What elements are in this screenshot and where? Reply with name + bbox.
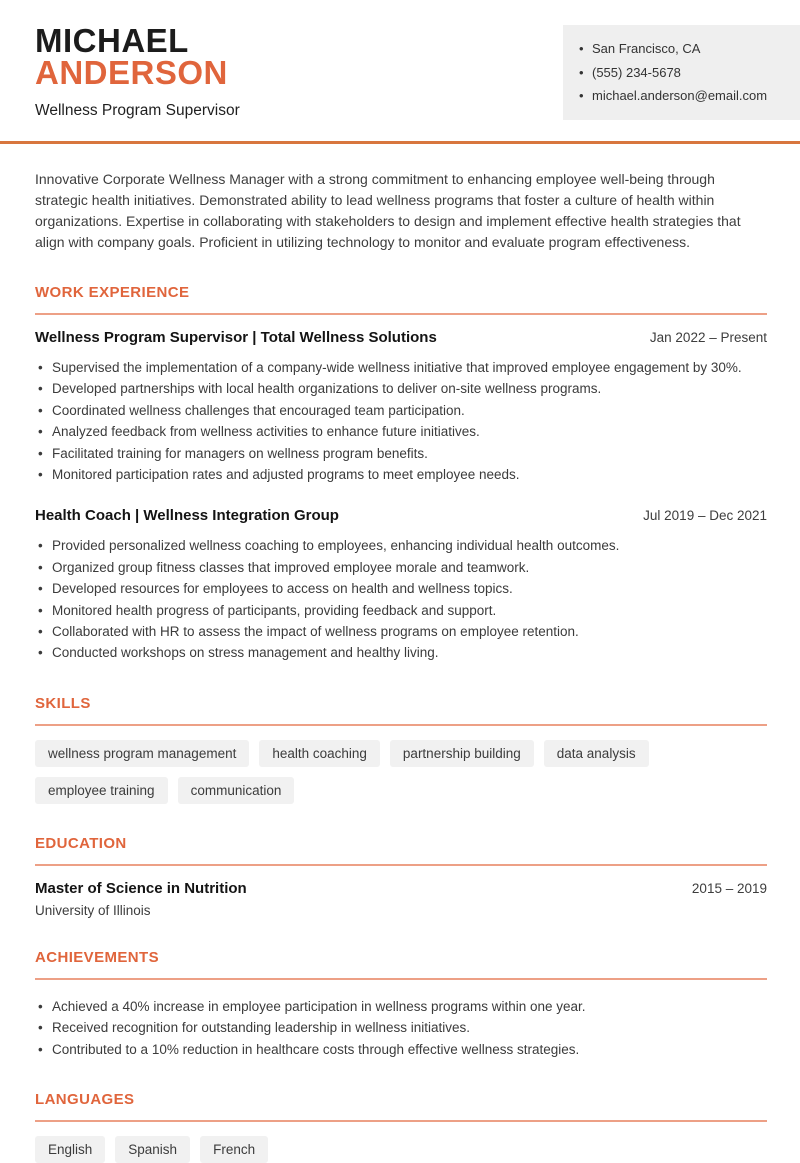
achievements-list xyxy=(35,996,767,1060)
skill-tag: partnership building xyxy=(390,740,534,767)
contact-location xyxy=(579,37,790,61)
resume-body xyxy=(0,169,800,1163)
contact-box xyxy=(563,25,800,120)
skills-tag-list xyxy=(35,740,767,804)
job-entry xyxy=(35,507,767,663)
job-bullet: • Provided personalized wellness coaching to employees, enhancing individual health outcomes. xyxy=(35,535,767,556)
contact-list xyxy=(579,37,790,108)
section-education xyxy=(35,835,767,918)
job-dates: Jan 2022 – Present xyxy=(649,330,767,345)
header-job-title: Wellness Program Supervisor xyxy=(35,102,240,119)
job-dates: Jul 2019 – Dec 2021 xyxy=(643,508,767,524)
summary-paragraph: Innovative Corporate Wellness Manager with a strong commitment to enhancing employee well-being through strategic health initiatives. Demonstrated ability to lead wellness programs that foster a culture of health within organizations. Expertise in collaborating with stakeholders to design and implement effective health strategies that align with company goals. Proficient in utilizing technology to monitor and evaluate program effectiveness. xyxy=(35,171,741,250)
job-bullet: • Analyzed feedback from wellness activities to enhance future initiatives. xyxy=(35,421,767,442)
section-work-experience xyxy=(35,284,767,664)
bullet-icon: • xyxy=(579,41,584,56)
first-name: MICHAEL xyxy=(35,22,189,59)
language-tag: English xyxy=(35,1136,105,1163)
skill-tag: data analysis xyxy=(544,740,649,767)
job-bullet: • Facilitated training for managers on wellness program benefits. xyxy=(35,443,767,464)
skill-tag: employee training xyxy=(35,777,168,804)
education-degree: Master of Science in Nutrition xyxy=(35,879,247,897)
education-dates: 2015 – 2019 xyxy=(691,880,767,896)
last-name: ANDERSON xyxy=(35,54,228,91)
bullet-icon: • xyxy=(579,64,584,80)
language-tag: Spanish xyxy=(115,1136,190,1163)
job-bullet: • Collaborated with HR to assess the impact of wellness programs on employee retention. xyxy=(35,621,767,642)
contact-email-text: michael.anderson@email.com xyxy=(592,88,768,103)
resume-header xyxy=(0,0,800,120)
job-header xyxy=(35,507,767,524)
contact-email xyxy=(579,84,790,108)
job-bullet: • Supervised the implementation of a company-wide wellness initiative that improved employee engagement by 30%. xyxy=(35,357,767,378)
name-block xyxy=(35,22,240,120)
job-bullet: • Conducted workshops on stress management and healthy living. xyxy=(35,642,767,663)
language-tag: French xyxy=(200,1136,268,1163)
skill-tag: communication xyxy=(178,777,295,804)
header-divider xyxy=(0,141,800,144)
job-title: Wellness Program Supervisor | Total Wellness Solutions xyxy=(35,329,437,346)
contact-location-text: San Francisco, CA xyxy=(592,41,701,56)
education-header xyxy=(35,880,767,897)
skill-tag: health coaching xyxy=(259,740,380,767)
contact-phone-text: (555) 234-5678 xyxy=(592,64,681,80)
job-bullet: • Developed resources for employees to access on health and wellness topics. xyxy=(35,578,767,599)
education-school: University of Illinois xyxy=(35,902,151,918)
job-bullet-list xyxy=(35,535,767,663)
job-bullet-list xyxy=(35,357,767,485)
section-heading-education: EDUCATION xyxy=(35,835,767,866)
bullet-icon: • xyxy=(579,88,584,103)
job-bullet: • Monitored health progress of participants, providing feedback and support. xyxy=(35,600,767,621)
achievement-bullet: • Received recognition for outstanding leadership in wellness initiatives. xyxy=(35,1017,767,1038)
section-heading-work-experience: WORK EXPERIENCE xyxy=(35,284,767,315)
section-achievements xyxy=(35,949,767,1060)
job-entry xyxy=(35,329,767,485)
section-heading-skills: SKILLS xyxy=(35,695,767,726)
job-bullet: • Developed partnerships with local health organizations to deliver on-site wellness programs. xyxy=(35,378,767,399)
section-heading-languages: LANGUAGES xyxy=(35,1091,767,1122)
contact-phone xyxy=(579,61,790,85)
job-bullet: • Organized group fitness classes that improved employee morale and teamwork. xyxy=(35,557,767,578)
section-languages xyxy=(35,1091,767,1163)
job-header xyxy=(35,329,767,346)
job-bullet: • Coordinated wellness challenges that encouraged team participation. xyxy=(35,400,767,421)
achievement-bullet: • Achieved a 40% increase in employee participation in wellness programs within one year. xyxy=(35,996,767,1017)
education-entry xyxy=(35,880,767,918)
section-heading-achievements: ACHIEVEMENTS xyxy=(35,949,767,980)
skill-tag: wellness program management xyxy=(35,740,249,767)
achievement-bullet: • Contributed to a 10% reduction in healthcare costs through effective wellness strategies. xyxy=(35,1039,767,1060)
section-skills xyxy=(35,695,767,804)
job-bullet: • Monitored participation rates and adjusted programs to meet employee needs. xyxy=(35,464,767,485)
languages-tag-list xyxy=(35,1136,767,1163)
job-title: Health Coach | Wellness Integration Group xyxy=(35,507,339,525)
